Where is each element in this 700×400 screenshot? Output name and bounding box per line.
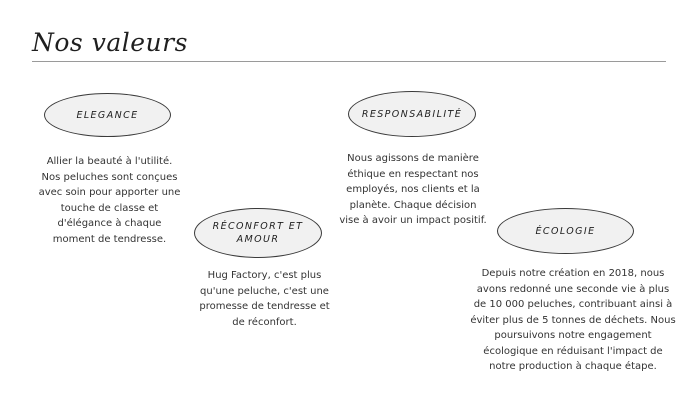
value-title-elegance: ELEGANCE bbox=[76, 109, 139, 121]
value-badge-elegance bbox=[44, 93, 171, 137]
value-text-reconfort: Hug Factory, c'est plus qu'une peluche, c'est une promesse de tendresse et de réconfort. bbox=[199, 270, 330, 328]
value-text-responsabilite: Nous agissons de manière éthique en respectant nos employés, nos clients et la planète. Chaque décision vise à avoir un impact positif. bbox=[339, 153, 487, 226]
value-text-elegance: Allier la beauté à l'utilité. Nos peluches sont conçues avec soin pour apporter une touche de classe et d'élégance à chaque moment de tendresse. bbox=[38, 156, 181, 245]
value-text-ecologie: Depuis notre création en 2018, nous avons redonné une seconde vie à plus de 10 000 peluches, contribuant ainsi à éviter plus de 5 tonnes de déchets. Nous poursuivons notre engagement écologique en réduisant l'impact de notre production à chaque étape. bbox=[470, 268, 676, 372]
value-title-responsabilite: RESPONSABILITÉ bbox=[361, 108, 463, 120]
title-divider bbox=[32, 61, 666, 62]
value-badge-ecologie bbox=[497, 208, 634, 254]
value-title-reconfort: RÉCONFORT ET AMOUR bbox=[212, 221, 304, 245]
value-badge-responsabilite bbox=[348, 91, 476, 137]
page-title: Nos valeurs bbox=[32, 28, 188, 57]
value-badge-reconfort bbox=[194, 208, 322, 258]
value-title-ecologie: ÉCOLOGIE bbox=[535, 225, 596, 237]
